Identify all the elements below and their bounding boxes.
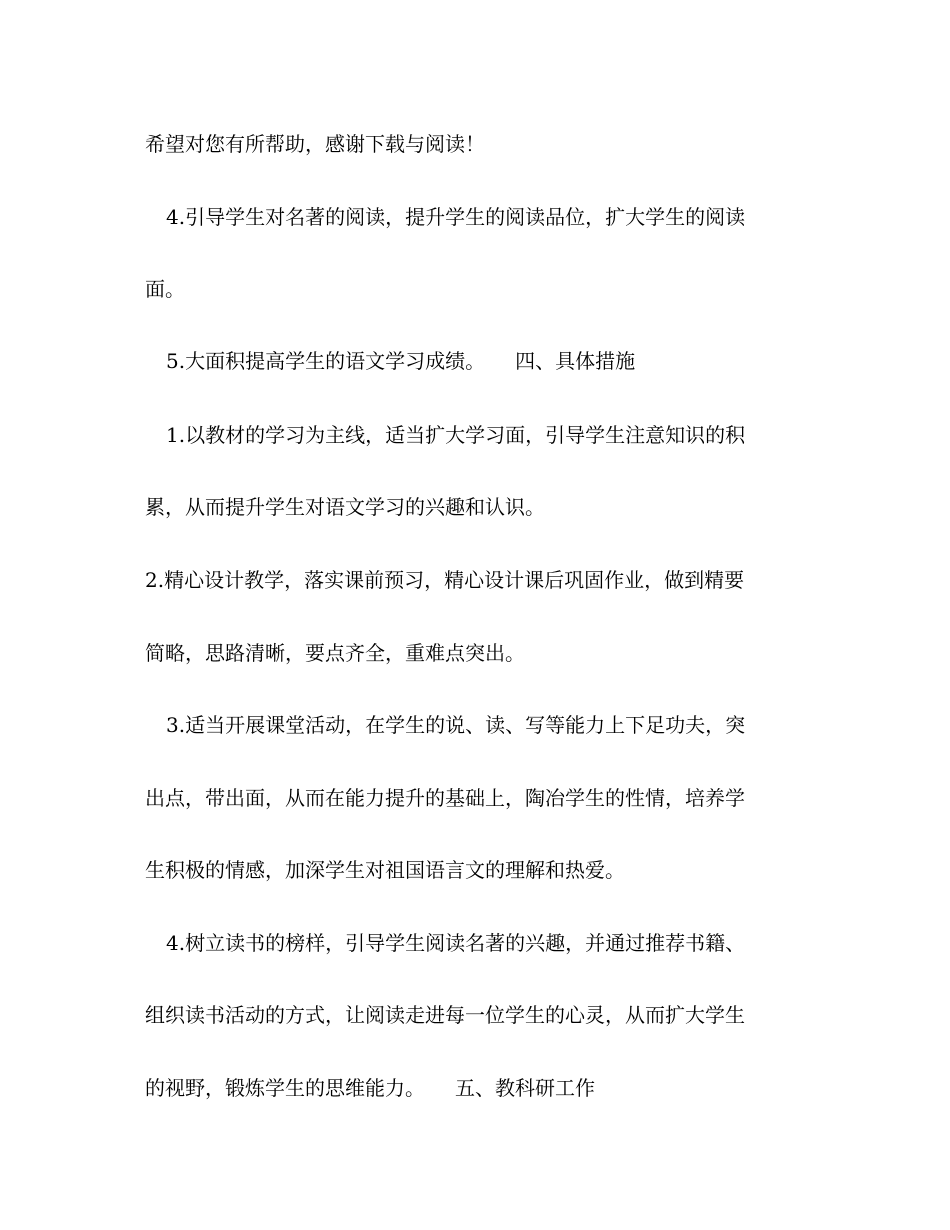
text-line-7: 2.精心设计教学，落实课前预习，精心设计课后巩固作业，做到精要 [145, 568, 745, 592]
text-line-10: 出点，带出面，从而在能力提升的基础上，陶冶学生的性情，培养学 [145, 786, 745, 810]
text-line-13: 组织读书活动的方式，让阅读走进每一位学生的心灵，从而扩大学生 [145, 1003, 745, 1027]
text-line-6: 累，从而提升学生对语文学习的兴趣和认识。 [145, 495, 545, 519]
text-line-14: 的视野，锻炼学生的思维能力。 五、教科研工作 [145, 1076, 595, 1100]
text-line-8: 简略，思路清晰，要点齐全，重难点突出。 [145, 641, 525, 665]
text-line-9: 3.适当开展课堂活动，在学生的说、读、写等能力上下足功夫，突 [166, 713, 746, 737]
text-line-1: 希望对您有所帮助，感谢下载与阅读！ [145, 132, 485, 156]
text-line-11: 生积极的情感，加深学生对祖国语言文的理解和热爱。 [145, 858, 625, 882]
text-line-5: 1.以教材的学习为主线，适当扩大学习面，引导学生注意知识的积 [166, 423, 746, 447]
text-line-2: 4.引导学生对名著的阅读，提升学生的阅读品位，扩大学生的阅读 [166, 205, 746, 229]
text-line-4: 5.大面积提高学生的语文学习成绩。 四、具体措施 [166, 349, 636, 373]
text-line-12: 4.树立读书的榜样，引导学生阅读名著的兴趣，并通过推荐书籍、 [166, 931, 746, 955]
text-line-3: 面。 [145, 277, 185, 301]
